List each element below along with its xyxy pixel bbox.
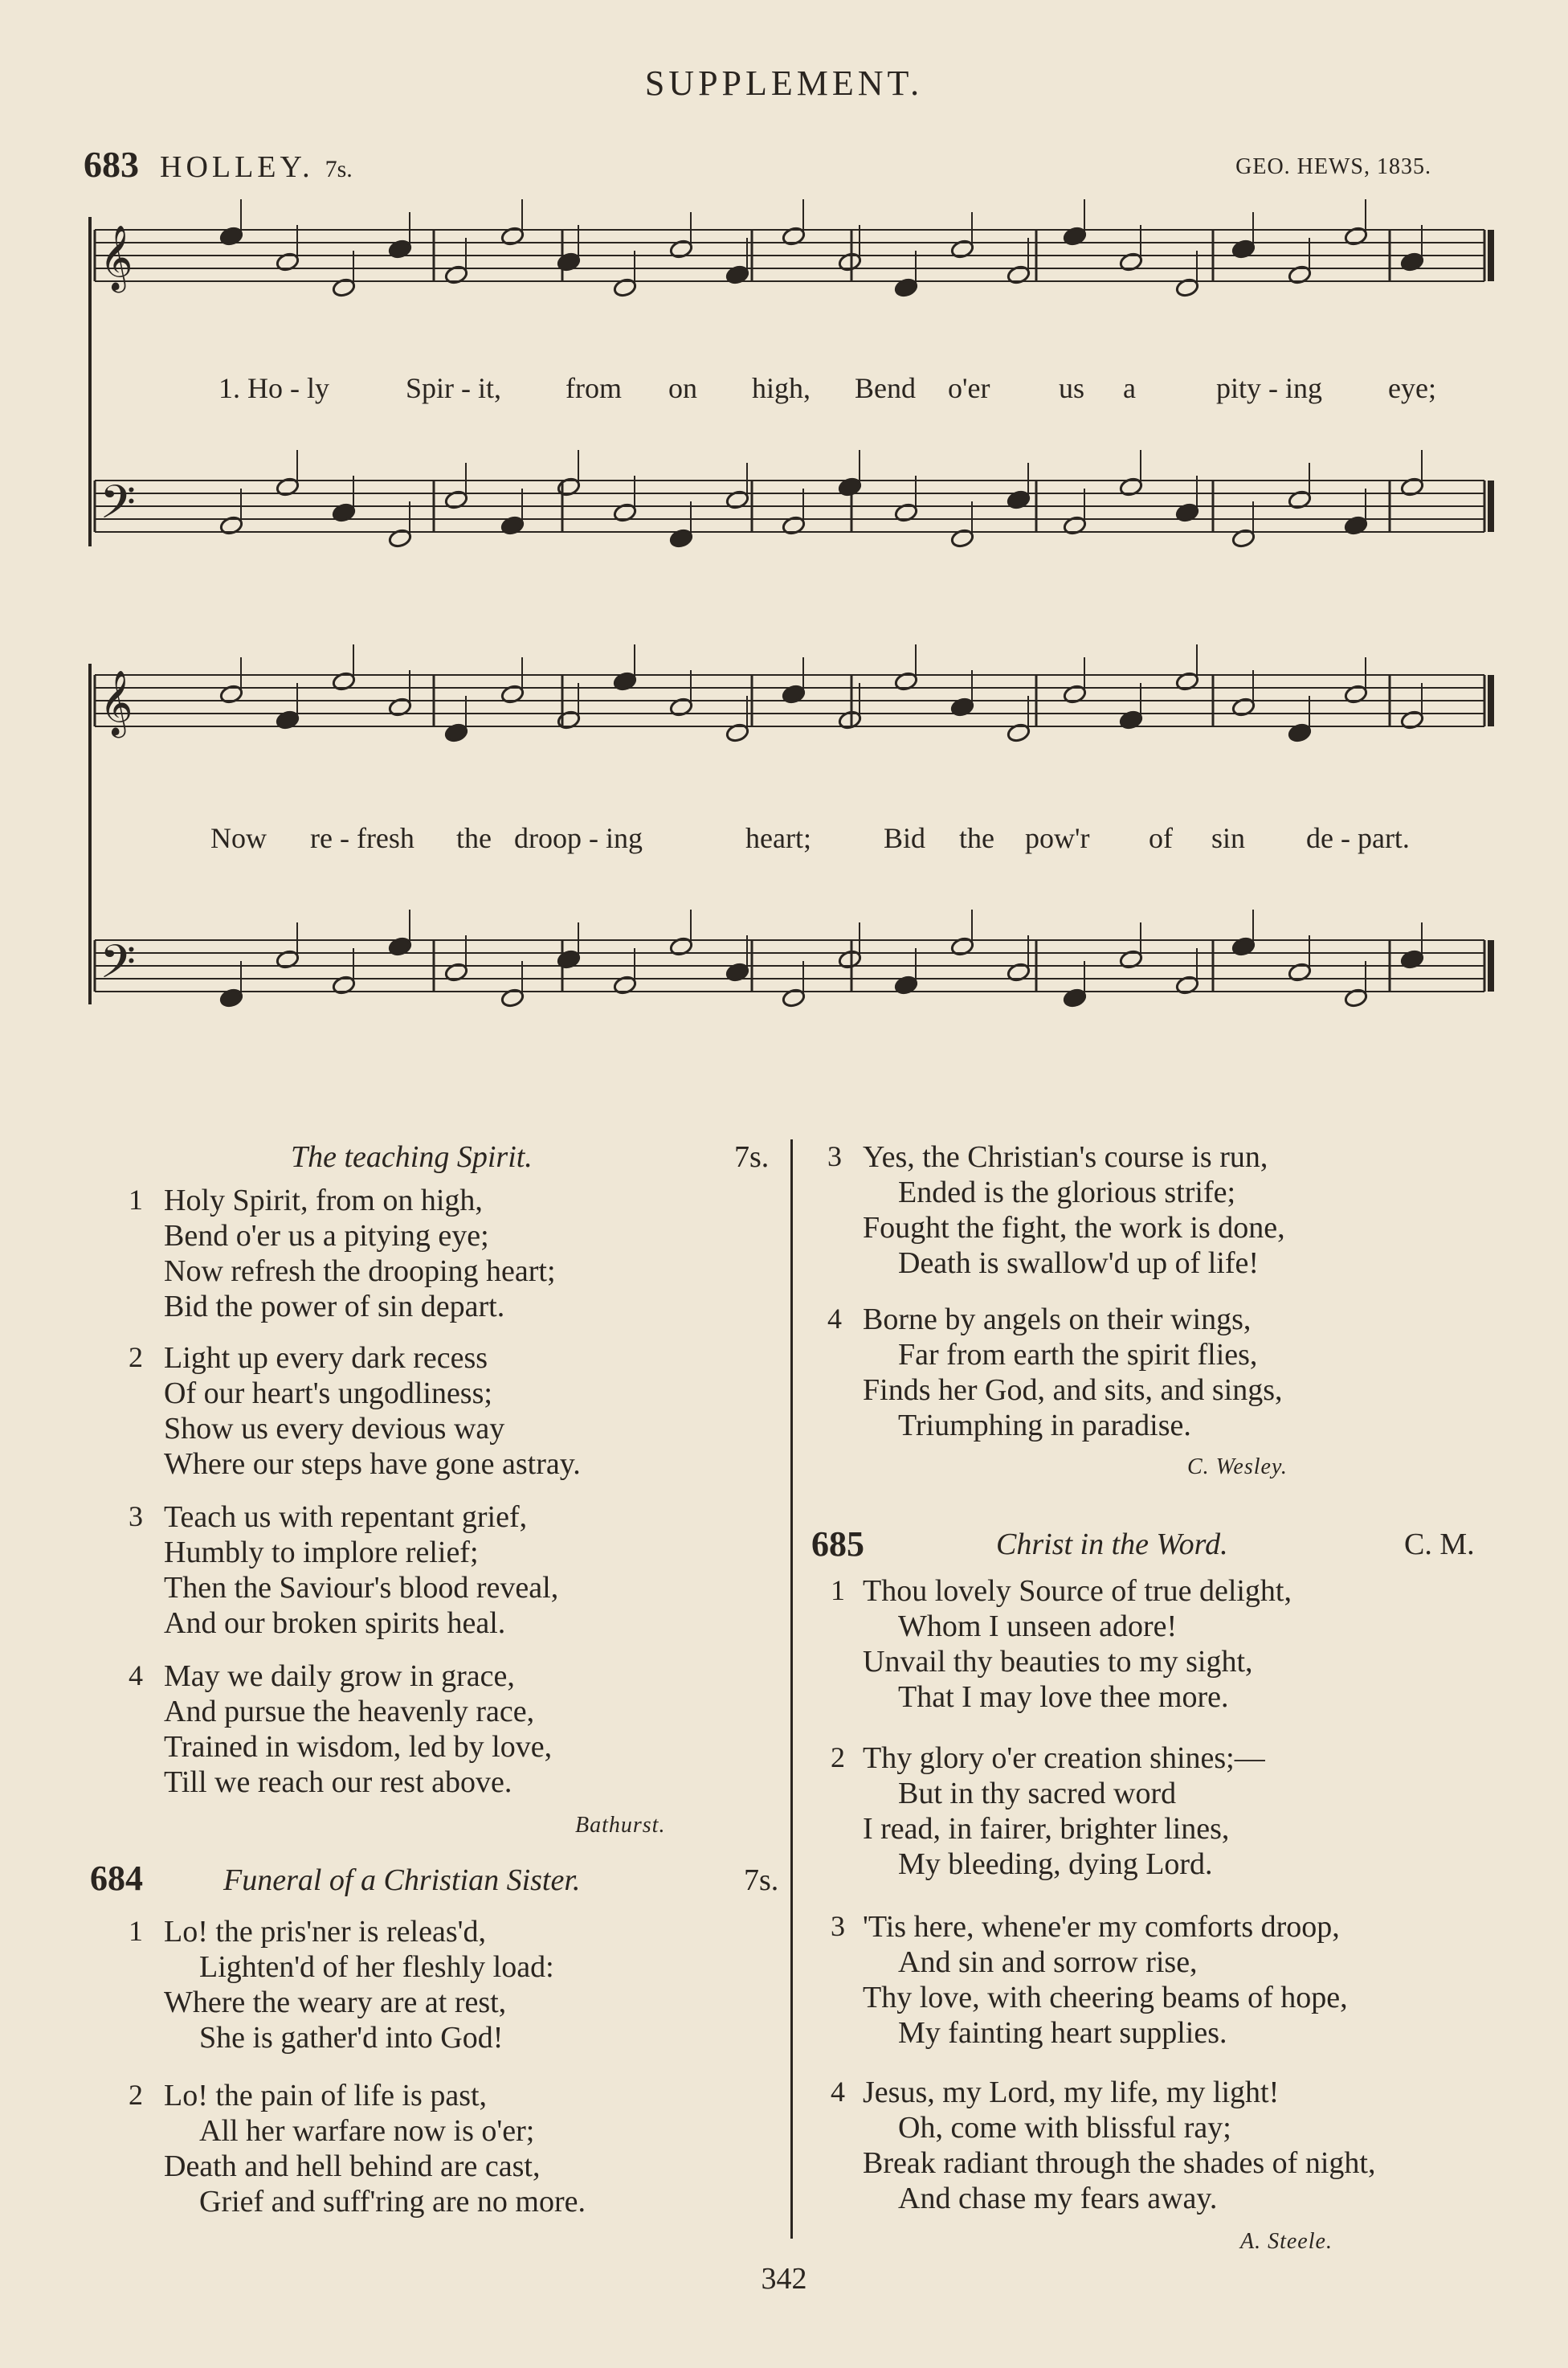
hymn-meter: C. M. xyxy=(1404,1528,1475,1561)
lyric-syllable: us xyxy=(1059,372,1085,404)
lyric-syllable: Bid xyxy=(884,822,926,854)
verse-line: She is gather'd into God! xyxy=(199,2021,504,2055)
verse-line: I read, in fairer, brighter lines, xyxy=(863,1812,1230,1846)
verse-line: Grief and suff'ring are no more. xyxy=(199,2185,586,2219)
lyric-syllable: of xyxy=(1149,822,1173,854)
note-head xyxy=(1175,975,1200,996)
hymn-number: 684 xyxy=(90,1859,143,1898)
verse-line: Yes, the Christian's course is run, xyxy=(863,1140,1268,1174)
note-head xyxy=(1288,722,1313,743)
hymn-author: C. Wesley. xyxy=(1187,1454,1288,1479)
hymn-meter: 7s. xyxy=(734,1140,770,1174)
verse-line: Unvail thy beauties to my sight, xyxy=(863,1645,1253,1679)
hymn-title: Funeral of a Christian Sister. xyxy=(223,1863,581,1897)
lyric-syllable: pow'r xyxy=(1025,822,1090,854)
stanza-number: 3 xyxy=(827,1140,842,1172)
hymn-author: A. Steele. xyxy=(1240,2229,1333,2254)
stanza-number: 4 xyxy=(831,2076,845,2108)
note-head xyxy=(950,697,975,718)
stanza-number: 2 xyxy=(129,2079,143,2111)
note-head xyxy=(276,476,300,497)
note-head xyxy=(894,502,919,523)
verse-line: Teach us with repentant grief, xyxy=(164,1500,528,1534)
stanza-number: 1 xyxy=(129,1915,143,1947)
verse-line: Till we reach our rest above. xyxy=(164,1765,512,1799)
bass-clef-icon: 𝄢 xyxy=(100,475,137,541)
note-head xyxy=(1063,226,1088,247)
note-head xyxy=(1063,988,1088,1008)
note-head xyxy=(332,975,357,996)
lyric-syllable: from xyxy=(566,372,622,404)
hymn-number: 685 xyxy=(811,1524,864,1564)
note-head xyxy=(1231,528,1256,549)
note-head xyxy=(388,528,413,549)
note-head xyxy=(950,936,975,957)
note-head xyxy=(894,277,919,298)
note-head xyxy=(838,949,863,970)
note-head xyxy=(669,239,694,260)
note-head xyxy=(725,489,750,510)
lyric-syllable: heart; xyxy=(745,822,811,854)
note-head xyxy=(1400,949,1425,970)
note-head xyxy=(444,722,469,743)
note-head xyxy=(557,949,582,970)
lyric-syllable: de - part. xyxy=(1306,822,1410,854)
verse-line: All her warfare now is o'er; xyxy=(199,2114,535,2148)
note-head xyxy=(1344,515,1369,536)
note-head xyxy=(1063,515,1088,536)
note-head xyxy=(332,502,357,523)
note-head xyxy=(894,671,919,692)
note-head xyxy=(782,515,806,536)
note-head xyxy=(894,975,919,996)
verse-line: Lo! the pain of life is past, xyxy=(164,2079,488,2112)
note-head xyxy=(1119,476,1144,497)
note-head xyxy=(500,684,525,705)
verse-line: Then the Saviour's blood reveal, xyxy=(164,1571,559,1605)
treble-clef-icon: 𝄞 xyxy=(100,224,133,290)
note-head xyxy=(725,962,750,983)
note-head xyxy=(219,684,244,705)
hymn-title: The teaching Spirit. xyxy=(291,1140,533,1174)
note-head xyxy=(782,226,806,247)
note-head xyxy=(332,277,357,298)
lyric-syllable: the xyxy=(456,822,492,854)
verse-line: My bleeding, dying Lord. xyxy=(898,1847,1213,1881)
verse-line: But in thy sacred word xyxy=(898,1777,1177,1810)
note-head xyxy=(1231,697,1256,718)
verse-line: Trained in wisdom, led by love, xyxy=(164,1730,553,1764)
verse-line: Jesus, my Lord, my life, my light! xyxy=(863,2076,1280,2109)
stanza-number: 3 xyxy=(129,1500,143,1532)
stanza-number: 4 xyxy=(129,1659,143,1691)
note-head xyxy=(1288,264,1313,285)
verse-line: Bend o'er us a pitying eye; xyxy=(164,1219,489,1253)
note-head xyxy=(1175,277,1200,298)
lyric-syllable: sin xyxy=(1211,822,1246,854)
verse-line: Light up every dark recess xyxy=(164,1341,488,1375)
note-head xyxy=(1344,988,1369,1008)
lyric-syllable: on xyxy=(668,372,697,404)
verse-line: Humbly to implore relief; xyxy=(164,1536,479,1569)
note-head xyxy=(1119,710,1144,730)
verse-line: And sin and sorrow rise, xyxy=(898,1945,1198,1979)
verse-line: Lighten'd of her fleshly load: xyxy=(199,1950,554,1984)
note-head xyxy=(332,671,357,692)
lyric-syllable: Spir - it, xyxy=(406,372,502,404)
column-divider xyxy=(790,1139,793,2239)
note-head xyxy=(1288,962,1313,983)
note-head xyxy=(1063,684,1088,705)
verse-line: Thy glory o'er creation shines;— xyxy=(863,1741,1265,1775)
note-head xyxy=(782,988,806,1008)
verse-line: Now refresh the drooping heart; xyxy=(164,1254,556,1288)
tune-meter: 7s. xyxy=(325,156,353,182)
lyric-syllable: 1. Ho - ly xyxy=(218,372,329,404)
stanza-number: 3 xyxy=(831,1910,845,1942)
note-head xyxy=(1400,252,1425,272)
stanza-number: 1 xyxy=(129,1184,143,1216)
note-head xyxy=(1175,671,1200,692)
treble-clef-icon: 𝄞 xyxy=(100,669,133,735)
stanza-number: 4 xyxy=(827,1303,842,1335)
verse-line: Death and hell behind are cast, xyxy=(164,2149,541,2183)
note-head xyxy=(557,710,582,730)
note-head xyxy=(1175,502,1200,523)
note-head xyxy=(500,226,525,247)
note-head xyxy=(1288,489,1313,510)
verse-line: And our broken spirits heal. xyxy=(164,1606,506,1640)
verse-line: Thy love, with cheering beams of hope, xyxy=(863,1981,1348,2014)
note-head xyxy=(950,239,975,260)
verse-line: Break radiant through the shades of night, xyxy=(863,2146,1376,2180)
note-head xyxy=(1400,710,1425,730)
note-head xyxy=(557,252,582,272)
verse-line: Ended is the glorious strife; xyxy=(898,1176,1236,1209)
verse-line: Fought the fight, the work is done, xyxy=(863,1211,1285,1245)
verse-line: And pursue the heavenly race, xyxy=(164,1695,535,1728)
note-head xyxy=(1231,936,1256,957)
note-head xyxy=(444,962,469,983)
verse-line: Thou lovely Source of true delight, xyxy=(863,1574,1292,1608)
verse-line: Lo! the pris'ner is releas'd, xyxy=(164,1915,486,1949)
verse-line: My fainting heart supplies. xyxy=(898,2016,1227,2050)
verse-line: Triumphing in paradise. xyxy=(898,1409,1191,1442)
hymn-title: Christ in the Word. xyxy=(996,1528,1228,1561)
note-head xyxy=(950,528,975,549)
hymn-author: Bathurst. xyxy=(575,1813,666,1838)
lyric-syllable: pity - ing xyxy=(1216,372,1322,404)
stanza-number: 1 xyxy=(831,1574,845,1606)
note-head xyxy=(557,476,582,497)
verse-line: Death is swallow'd up of life! xyxy=(898,1246,1260,1280)
note-head xyxy=(1007,489,1031,510)
running-head: SUPPLEMENT. xyxy=(644,63,924,103)
note-head xyxy=(613,671,638,692)
verse-line: Of our heart's ungodliness; xyxy=(164,1376,492,1410)
note-head xyxy=(1007,264,1031,285)
note-head xyxy=(444,264,469,285)
note-head xyxy=(388,239,413,260)
note-head xyxy=(219,988,244,1008)
verse-line: Oh, come with blissful ray; xyxy=(898,2111,1231,2145)
note-head xyxy=(1400,476,1425,497)
lyric-syllable: a xyxy=(1123,372,1136,404)
note-head xyxy=(276,252,300,272)
verse-line: And chase my fears away. xyxy=(898,2182,1218,2215)
note-head xyxy=(388,936,413,957)
stanza-number: 2 xyxy=(831,1741,845,1773)
verse-line: Show us every devious way xyxy=(164,1412,505,1446)
verse-line: Finds her God, and sits, and sings, xyxy=(863,1373,1283,1407)
bass-clef-icon: 𝄢 xyxy=(100,935,137,1000)
note-head xyxy=(219,226,244,247)
note-head xyxy=(613,975,638,996)
note-head xyxy=(1007,962,1031,983)
note-head xyxy=(669,528,694,549)
verse-line: Holy Spirit, from on high, xyxy=(164,1184,483,1217)
note-head xyxy=(1344,684,1369,705)
note-head xyxy=(1119,949,1144,970)
lyric-syllable: droop - ing xyxy=(514,822,643,854)
note-head xyxy=(444,489,469,510)
note-head xyxy=(838,710,863,730)
note-head xyxy=(1119,252,1144,272)
note-head xyxy=(276,949,300,970)
lyric-syllable: re - fresh xyxy=(310,822,414,854)
note-head xyxy=(725,264,750,285)
verse-line: Borne by angels on their wings, xyxy=(863,1303,1252,1336)
note-head xyxy=(838,252,863,272)
lyric-syllable: Now xyxy=(210,822,267,854)
verse-line: Bid the power of sin depart. xyxy=(164,1290,505,1323)
verse-line: Where the weary are at rest, xyxy=(164,1986,507,2019)
lyric-syllable: o'er xyxy=(948,372,990,404)
note-head xyxy=(613,502,638,523)
tune-number: 683 xyxy=(84,144,139,185)
note-head xyxy=(500,515,525,536)
note-head xyxy=(500,988,525,1008)
note-head xyxy=(838,476,863,497)
verse-line: Whom I unseen adore! xyxy=(898,1609,1178,1643)
note-head xyxy=(669,936,694,957)
note-head xyxy=(276,710,300,730)
stanza-number: 2 xyxy=(129,1341,143,1373)
note-head xyxy=(1231,239,1256,260)
note-head xyxy=(782,684,806,705)
verse-line: Far from earth the spirit flies, xyxy=(898,1338,1258,1372)
lyric-syllable: Bend xyxy=(855,372,916,404)
note-head xyxy=(613,277,638,298)
note-head xyxy=(1344,226,1369,247)
verse-line: Where our steps have gone astray. xyxy=(164,1447,581,1481)
lyric-syllable: eye; xyxy=(1388,372,1436,404)
verse-line: 'Tis here, whene'er my comforts droop, xyxy=(863,1910,1340,1944)
note-head xyxy=(669,697,694,718)
note-head xyxy=(1007,722,1031,743)
note-head xyxy=(219,515,244,536)
verse-line: May we daily grow in grace, xyxy=(164,1659,515,1693)
verse-line: That I may love thee more. xyxy=(898,1680,1229,1714)
lyric-syllable: the xyxy=(959,822,994,854)
note-head xyxy=(725,722,750,743)
music-score xyxy=(0,0,1568,1069)
lyric-syllable: high, xyxy=(752,372,811,404)
hymn-meter: 7s. xyxy=(744,1863,779,1897)
note-head xyxy=(388,697,413,718)
tune-name: HOLLEY. xyxy=(160,150,314,184)
page-number: 342 xyxy=(761,2262,807,2296)
tune-composer: GEO. HEWS, 1835. xyxy=(1235,154,1431,179)
